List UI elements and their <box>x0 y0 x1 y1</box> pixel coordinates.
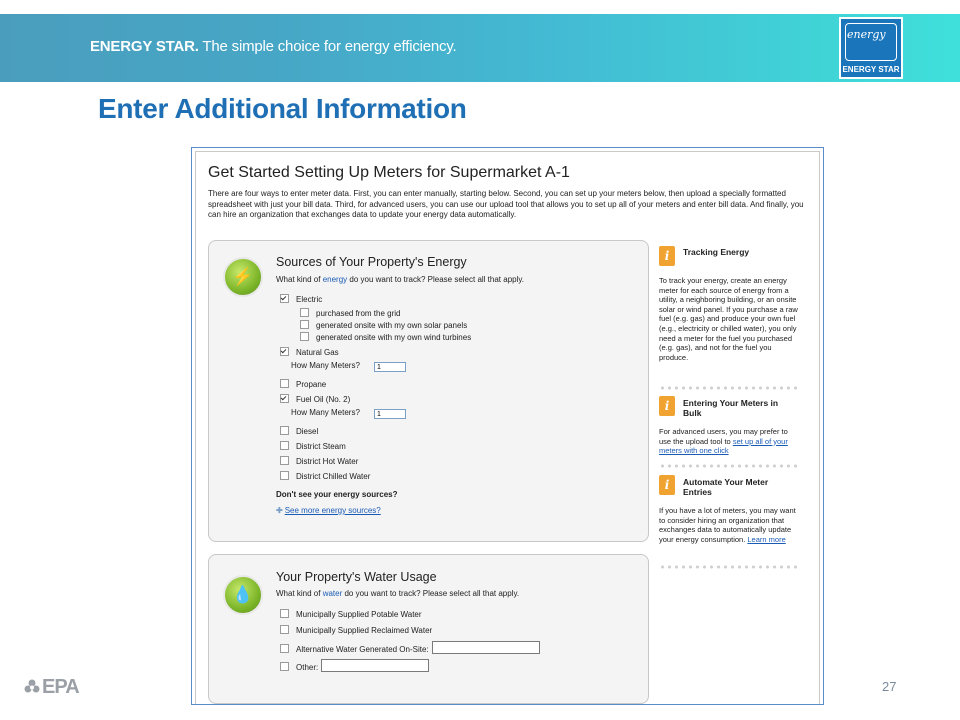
wind-checkbox[interactable] <box>300 332 309 341</box>
potable-water-checkbox[interactable] <box>280 609 289 618</box>
wind-label: generated onsite with my own wind turbines <box>316 333 472 342</box>
other-water-checkbox[interactable] <box>280 662 289 671</box>
option-potable-water[interactable] <box>280 609 422 620</box>
banner-brand: ENERGY STAR. <box>90 38 199 55</box>
option-district-hot-water[interactable] <box>280 456 358 467</box>
propane-label: Propane <box>296 380 327 389</box>
water-usage-panel <box>208 554 649 704</box>
district-steam-label: District Steam <box>296 442 346 451</box>
natural-gas-checkbox[interactable] <box>280 347 289 356</box>
water-panel-heading: Your Property's Water Usage <box>276 570 437 584</box>
option-grid[interactable] <box>300 308 401 319</box>
bulk-entry-body: For advanced users, you may prefer to use the upload tool to <box>659 427 788 446</box>
energy-panel-heading: Sources of Your Property's Energy <box>276 255 467 269</box>
option-diesel[interactable] <box>280 426 318 437</box>
tracking-energy-title: Tracking Energy <box>683 247 750 257</box>
tracking-energy-text: To track your energy, create an energy meter for each source of energy from a utility, a neighboring building, or an onsite solar or wind panel. If you purchase a raw fuel (e.g. gas) and produce your own fuel (e.g., electricity or chilled water), you only need a meter for the fuel you purchased (e.g. gas), and not for the fuel you produce. <box>659 276 798 362</box>
option-other-water[interactable] <box>280 659 429 670</box>
natural-gas-label: Natural Gas <box>296 348 339 357</box>
district-hot-water-label: District Hot Water <box>296 457 359 466</box>
electric-label: Electric <box>296 295 323 304</box>
page-title: Get Started Setting Up Meters for Supermarket A-1 <box>208 164 570 181</box>
water-question-pre: What kind of <box>276 589 323 598</box>
reclaimed-water-label: Municipally Supplied Reclaimed Water <box>296 626 433 635</box>
alternative-water-label: Alternative Water Generated On-Site: <box>296 645 429 654</box>
portfolio-manager-page <box>195 151 820 704</box>
diesel-label: Diesel <box>296 427 319 436</box>
energy-sources-panel <box>208 240 649 542</box>
option-district-chilled-water[interactable] <box>280 471 370 482</box>
option-fuel-oil[interactable] <box>280 394 350 405</box>
oil-meters-label: How Many Meters? <box>291 408 360 417</box>
option-electric[interactable] <box>280 294 322 305</box>
bulk-entry-title: Entering Your Meters in Bulk <box>683 398 779 418</box>
energy-question-pre: What kind of <box>276 275 323 284</box>
option-reclaimed-water[interactable] <box>280 625 432 636</box>
energy-question-post: do you want to track? Please select all that apply. <box>347 275 524 284</box>
automate-body: If you have a lot of meters, you may want to consider hiring an organization that exchanges data to automatically update your energy consumption. <box>659 506 796 544</box>
header-banner <box>0 14 960 82</box>
divider-dots <box>659 464 801 468</box>
diesel-checkbox[interactable] <box>280 426 289 435</box>
water-drop-icon: 💧 <box>223 575 263 615</box>
option-district-steam[interactable] <box>280 441 346 452</box>
fuel-oil-checkbox[interactable] <box>280 394 289 403</box>
fuel-oil-label: Fuel Oil (No. 2) <box>296 395 351 404</box>
propane-checkbox[interactable] <box>280 379 289 388</box>
water-link[interactable]: water <box>322 589 343 598</box>
slide-title: Enter Additional Information <box>98 93 467 124</box>
oil-meter-count-input[interactable]: 1 <box>374 409 406 419</box>
grid-checkbox[interactable] <box>300 308 309 317</box>
bulk-entry-text <box>659 427 799 456</box>
gas-meter-count-input[interactable]: 1 <box>374 362 406 372</box>
banner-tagline <box>90 38 457 55</box>
grid-label: purchased from the grid <box>316 309 401 318</box>
other-water-input[interactable] <box>321 659 429 672</box>
energy-star-logo <box>839 17 903 79</box>
epa-flower-icon <box>24 679 40 695</box>
logo-label: ENERGY STAR <box>842 65 900 74</box>
option-solar[interactable] <box>300 320 467 331</box>
see-more-link[interactable] <box>276 505 381 516</box>
epa-logo: EPA <box>42 676 79 698</box>
info-icon: i <box>659 246 675 266</box>
dont-see-sources: Don't see your energy sources? <box>276 490 398 499</box>
option-alternative-water[interactable] <box>280 641 540 652</box>
potable-water-label: Municipally Supplied Potable Water <box>296 610 422 619</box>
banner-slogan: The simple choice for energy efficiency. <box>198 38 457 55</box>
info-icon: i <box>659 475 675 495</box>
bulk-upload-link[interactable]: set up all of your meters with one click <box>659 436 788 456</box>
solar-label: generated onsite with my own solar panels <box>316 321 468 330</box>
automate-title: Automate Your Meter Entries <box>683 477 769 497</box>
alternative-water-input[interactable] <box>432 641 540 654</box>
divider-dots <box>659 386 801 390</box>
learn-more-link[interactable]: Learn more <box>747 534 786 544</box>
info-icon: i <box>659 396 675 416</box>
lightning-bolt-icon: ⚡ <box>223 257 263 297</box>
automate-text <box>659 506 799 544</box>
solar-checkbox[interactable] <box>300 320 309 329</box>
water-question-post: do you want to track? Please select all that apply. <box>342 589 520 598</box>
alternative-water-checkbox[interactable] <box>280 644 289 653</box>
district-chilled-water-checkbox[interactable] <box>280 471 289 480</box>
district-steam-checkbox[interactable] <box>280 441 289 450</box>
energy-question <box>276 275 524 284</box>
divider-dots <box>659 565 801 569</box>
logo-script: energy <box>847 28 886 41</box>
district-chilled-water-label: District Chilled Water <box>296 472 371 481</box>
energy-link[interactable]: energy <box>322 275 348 284</box>
other-water-label: Other: <box>296 663 319 672</box>
option-wind[interactable] <box>300 332 471 343</box>
page-number: 27 <box>882 679 897 694</box>
option-natural-gas[interactable] <box>280 347 339 358</box>
reclaimed-water-checkbox[interactable] <box>280 625 289 634</box>
see-more-label[interactable]: See more energy sources? <box>284 506 381 515</box>
gas-meters-label: How Many Meters? <box>291 361 360 370</box>
intro-text: There are four ways to enter meter data. First, you can enter manually, starting below. Second, you can set up your meters below, then upload a specially formatted spreadsheet with just your bill data. Third, for advanced users, you can use our upload tool that allows you to set up all of your meters and enter bill data. And finally, you can hire an organization that exchanges data to update your energy data automatically. <box>208 189 804 219</box>
water-question <box>276 589 519 598</box>
electric-checkbox[interactable] <box>280 294 289 303</box>
plus-icon: ✚ <box>276 506 283 515</box>
district-hot-water-checkbox[interactable] <box>280 456 289 465</box>
screenshot-frame <box>191 147 824 705</box>
option-propane[interactable] <box>280 379 326 390</box>
